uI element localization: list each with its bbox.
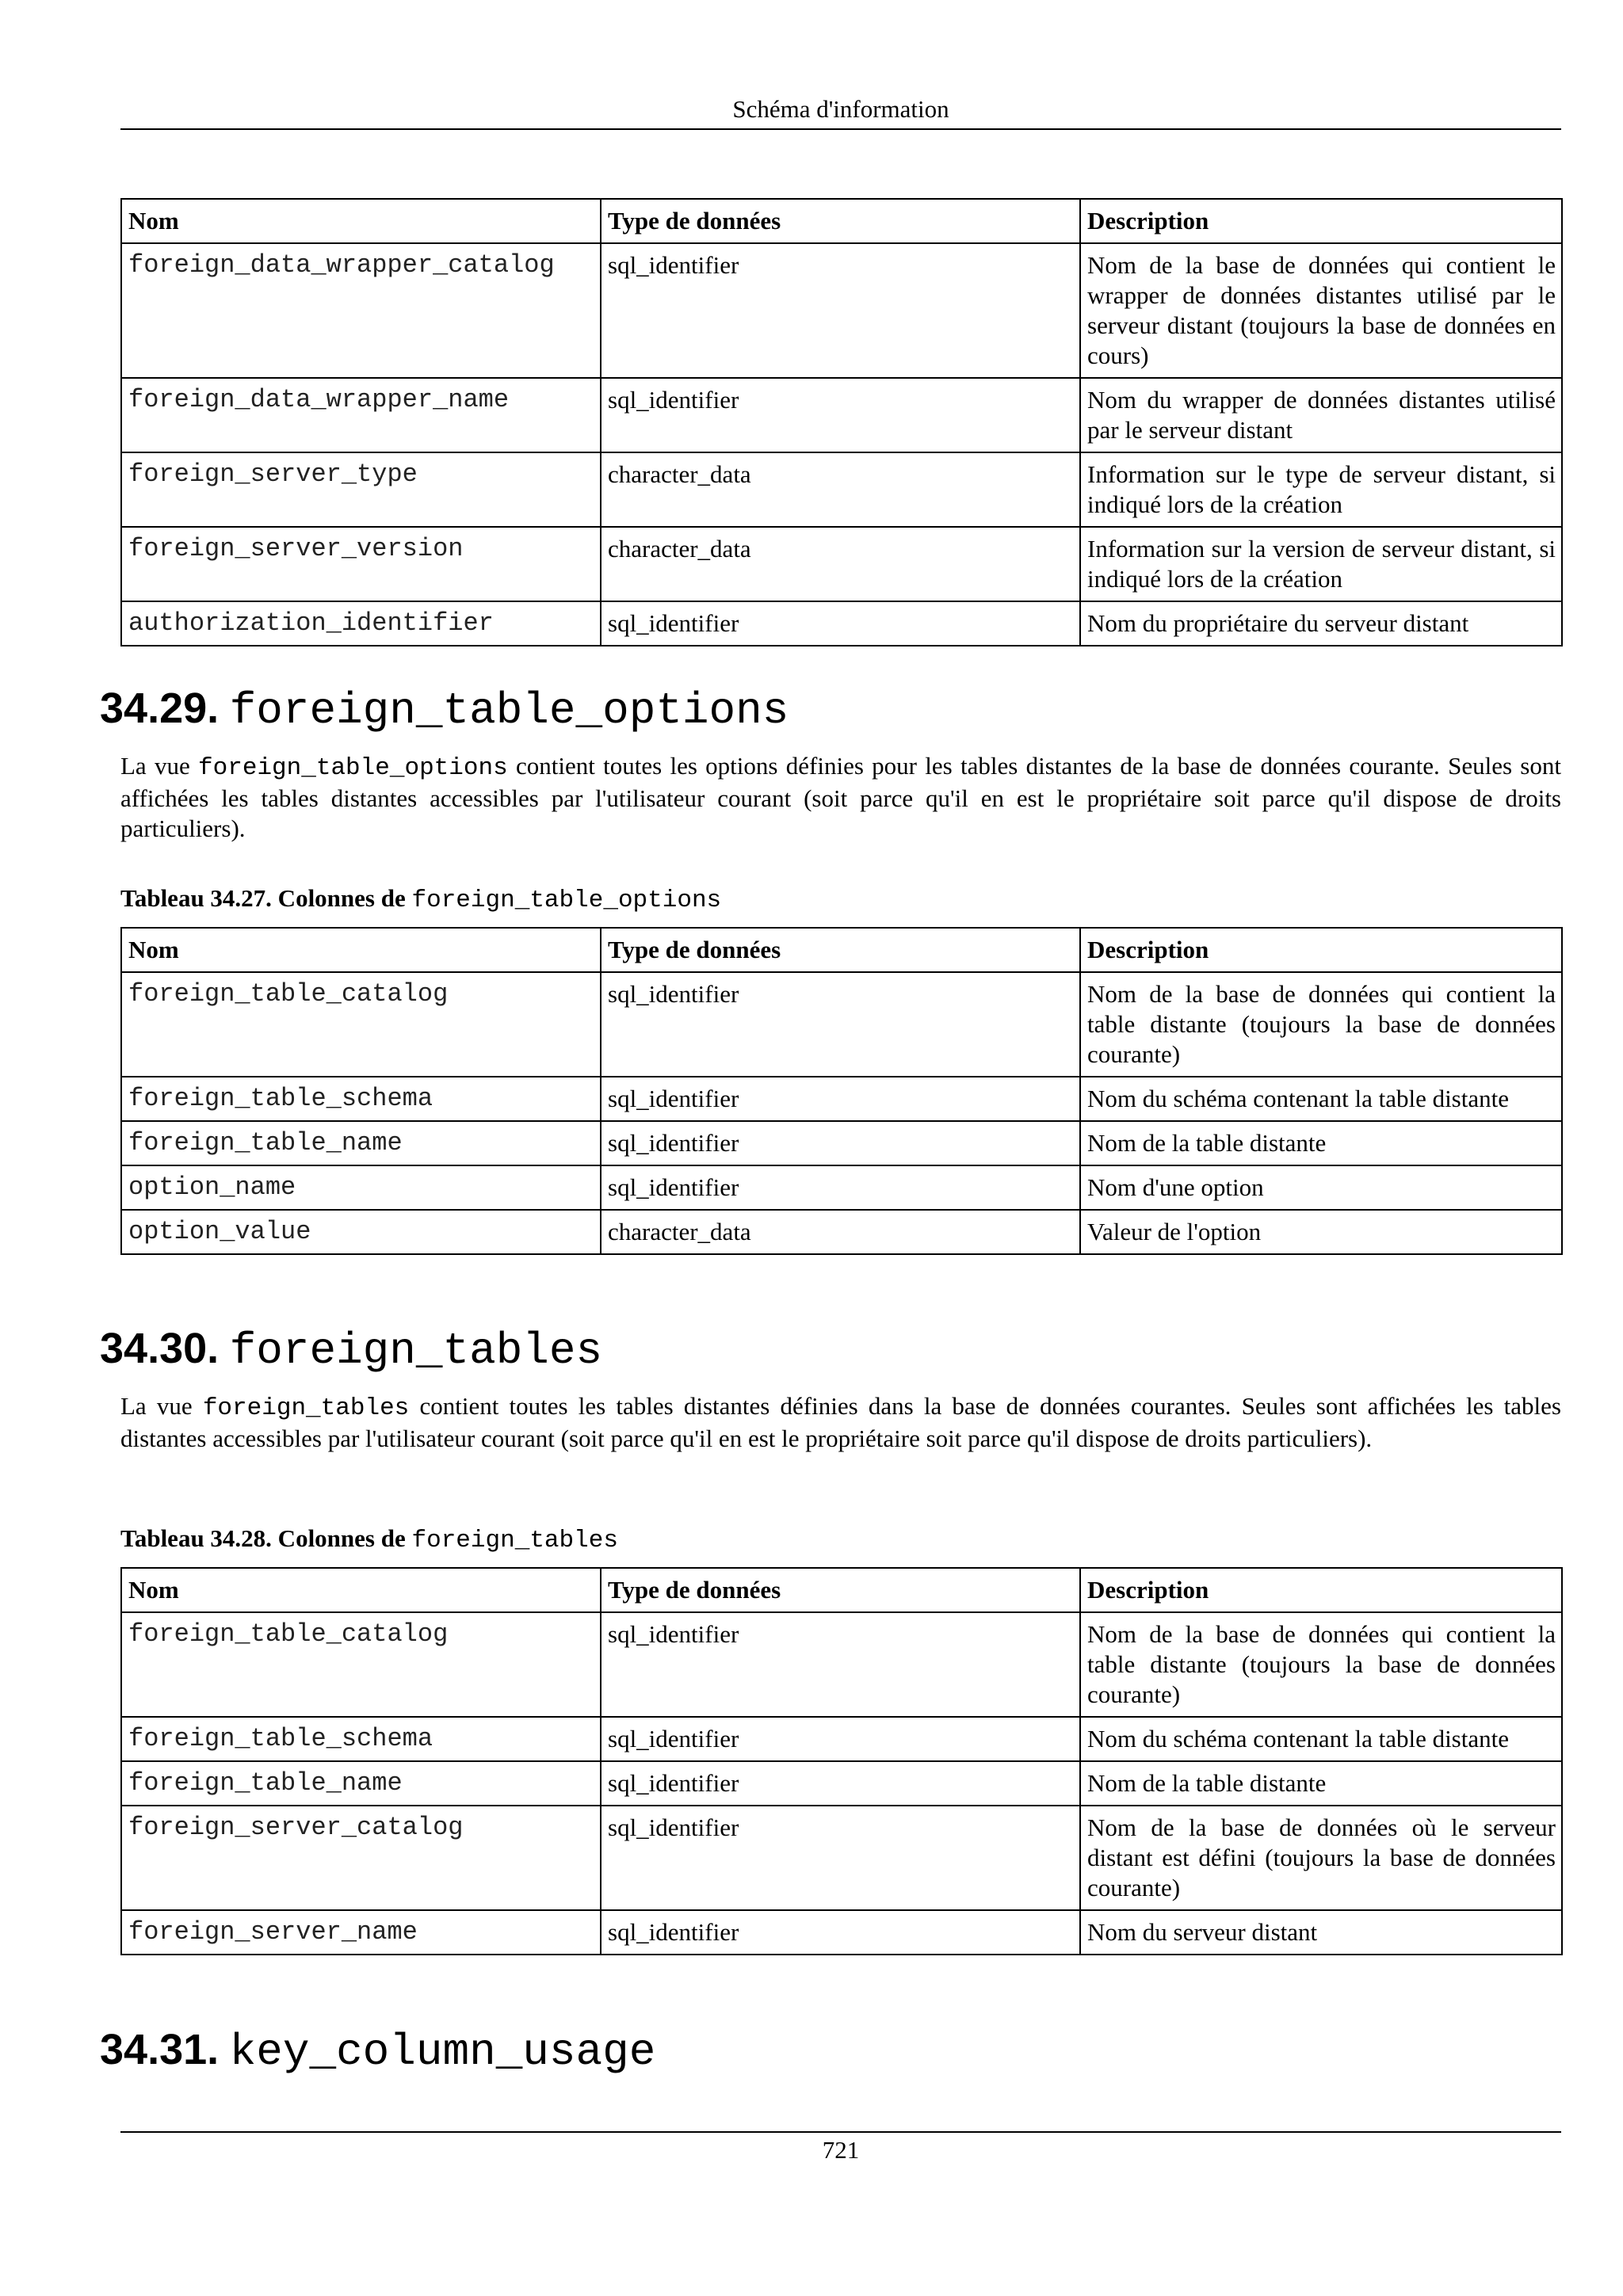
description-cell: Nom de la table distante [1080, 1121, 1562, 1165]
table-row [121, 243, 1562, 378]
footer-rule [120, 2131, 1561, 2133]
section-number: 34.31. [100, 2026, 220, 2073]
description-cell: Nom du propriétaire du serveur distant [1080, 601, 1562, 646]
section-paragraph: La vue foreign_table_options contient toutes les options définies pour les tables distantes de la base de données courante. Seules sont affichées les tables distantes accessibles par l'utilisateur courant (soit parce qu'il en est le propriétaire soit parce qu'il dispose de droits particuliers). [120, 752, 1561, 842]
data-type-cell: sql_identifier [601, 243, 1080, 378]
table-row [121, 1165, 1562, 1210]
data-type-cell: sql_identifier [601, 601, 1080, 646]
column-name-cell: foreign_table_catalog [121, 972, 601, 1077]
column-name-cell: option_value [121, 1210, 601, 1254]
description-cell: Information sur la version de serveur distant, si indiqué lors de la création [1080, 527, 1562, 601]
data-type-cell: sql_identifier [601, 1077, 1080, 1121]
column-name-cell: foreign_table_catalog [121, 1612, 601, 1717]
page-number: 721 [822, 2136, 860, 2164]
column-name-cell: foreign_server_name [121, 1910, 601, 1955]
column-name-cell: foreign_server_type [121, 452, 601, 527]
column-name-cell: authorization_identifier [121, 601, 601, 646]
section-title-foreign-tables [100, 1323, 602, 1376]
running-header: Schéma d'information [732, 95, 949, 123]
inline-code: foreign_table_options [198, 754, 508, 782]
data-type-cell: character_data [601, 1210, 1080, 1254]
description-cell: Nom du schéma contenant la table distante [1080, 1717, 1562, 1761]
table-foreign-tables [120, 1567, 1563, 1955]
column-name-cell: foreign_table_schema [121, 1077, 601, 1121]
table-row [121, 452, 1562, 527]
data-type-cell: sql_identifier [601, 1761, 1080, 1806]
table-row [121, 1910, 1562, 1955]
table-row [121, 1077, 1562, 1121]
table-header-row [121, 1568, 1562, 1612]
data-type-cell: character_data [601, 452, 1080, 527]
inline-code: foreign_table_options [411, 887, 722, 914]
description-cell: Nom du serveur distant [1080, 1910, 1562, 1955]
inline-code: foreign_tables [411, 1527, 618, 1554]
description-cell: Nom de la base de données qui contient la table distante (toujours la base de données courante) [1080, 972, 1562, 1077]
column-name-cell: option_name [121, 1165, 601, 1210]
column-header: Type de données [601, 1568, 1080, 1612]
table-row [121, 972, 1562, 1077]
section-title-foreign-table-options [100, 683, 789, 736]
section-name: foreign_table_options [229, 685, 789, 736]
table-row [121, 601, 1562, 646]
table-row [121, 527, 1562, 601]
table-row [121, 1210, 1562, 1254]
description-cell: Nom d'une option [1080, 1165, 1562, 1210]
column-name-cell: foreign_server_version [121, 527, 601, 601]
description-cell: Nom de la base de données où le serveur distant est défini (toujours la base de données courante) [1080, 1806, 1562, 1910]
table-caption: Tableau 34.28. Colonnes de foreign_tables [120, 1524, 618, 1554]
section-title-key-column-usage [100, 2024, 655, 2077]
section-name: foreign_tables [229, 1325, 603, 1376]
description-cell: Valeur de l'option [1080, 1210, 1562, 1254]
section-number: 34.29. [100, 685, 220, 732]
table-header-row [121, 928, 1562, 972]
data-type-cell: character_data [601, 527, 1080, 601]
header-rule [120, 128, 1561, 130]
description-cell: Nom du schéma contenant la table distante [1080, 1077, 1562, 1121]
description-cell: Nom de la base de données qui contient la table distante (toujours la base de données courante) [1080, 1612, 1562, 1717]
data-type-cell: sql_identifier [601, 1910, 1080, 1955]
column-header: Nom [121, 1568, 601, 1612]
section-name: key_column_usage [229, 2027, 656, 2077]
table-header-row [121, 199, 1562, 243]
column-name-cell: foreign_table_name [121, 1761, 601, 1806]
data-type-cell: sql_identifier [601, 1165, 1080, 1210]
section-paragraph: La vue foreign_tables contient toutes les tables distantes définies dans la base de données courantes. Seules sont affichées les tables distantes accessibles par l'utilisateur courant (soit parce qu'il en est le propriétaire soit parce qu'il dispose de droits particuliers). [120, 1392, 1561, 1452]
table-row [121, 1806, 1562, 1910]
column-name-cell: foreign_server_catalog [121, 1806, 601, 1910]
table-caption: Tableau 34.27. Colonnes de foreign_table_options [120, 884, 722, 914]
column-header: Type de données [601, 928, 1080, 972]
table-row [121, 378, 1562, 452]
column-header: Description [1080, 199, 1562, 243]
description-cell: Nom du wrapper de données distantes utilisé par le serveur distant [1080, 378, 1562, 452]
table-row [121, 1761, 1562, 1806]
data-type-cell: sql_identifier [601, 1612, 1080, 1717]
description-cell: Information sur le type de serveur distant, si indiqué lors de la création [1080, 452, 1562, 527]
column-name-cell: foreign_data_wrapper_catalog [121, 243, 601, 378]
column-header: Description [1080, 928, 1562, 972]
column-name-cell: foreign_data_wrapper_name [121, 378, 601, 452]
column-name-cell: foreign_table_name [121, 1121, 601, 1165]
table-foreign-servers-continued [120, 198, 1563, 646]
table-foreign-table-options [120, 927, 1563, 1255]
column-header: Nom [121, 199, 601, 243]
data-type-cell: sql_identifier [601, 378, 1080, 452]
table-row [121, 1612, 1562, 1717]
data-type-cell: sql_identifier [601, 1717, 1080, 1761]
data-type-cell: sql_identifier [601, 1121, 1080, 1165]
data-type-cell: sql_identifier [601, 1806, 1080, 1910]
column-name-cell: foreign_table_schema [121, 1717, 601, 1761]
description-cell: Nom de la base de données qui contient le wrapper de données distantes utilisé par le serveur distant (toujours la base de données en cours) [1080, 243, 1562, 378]
data-type-cell: sql_identifier [601, 972, 1080, 1077]
section-number: 34.30. [100, 1325, 220, 1372]
column-header: Type de données [601, 199, 1080, 243]
column-header: Nom [121, 928, 601, 972]
inline-code: foreign_tables [202, 1394, 410, 1422]
column-header: Description [1080, 1568, 1562, 1612]
description-cell: Nom de la table distante [1080, 1761, 1562, 1806]
table-row [121, 1717, 1562, 1761]
table-row [121, 1121, 1562, 1165]
